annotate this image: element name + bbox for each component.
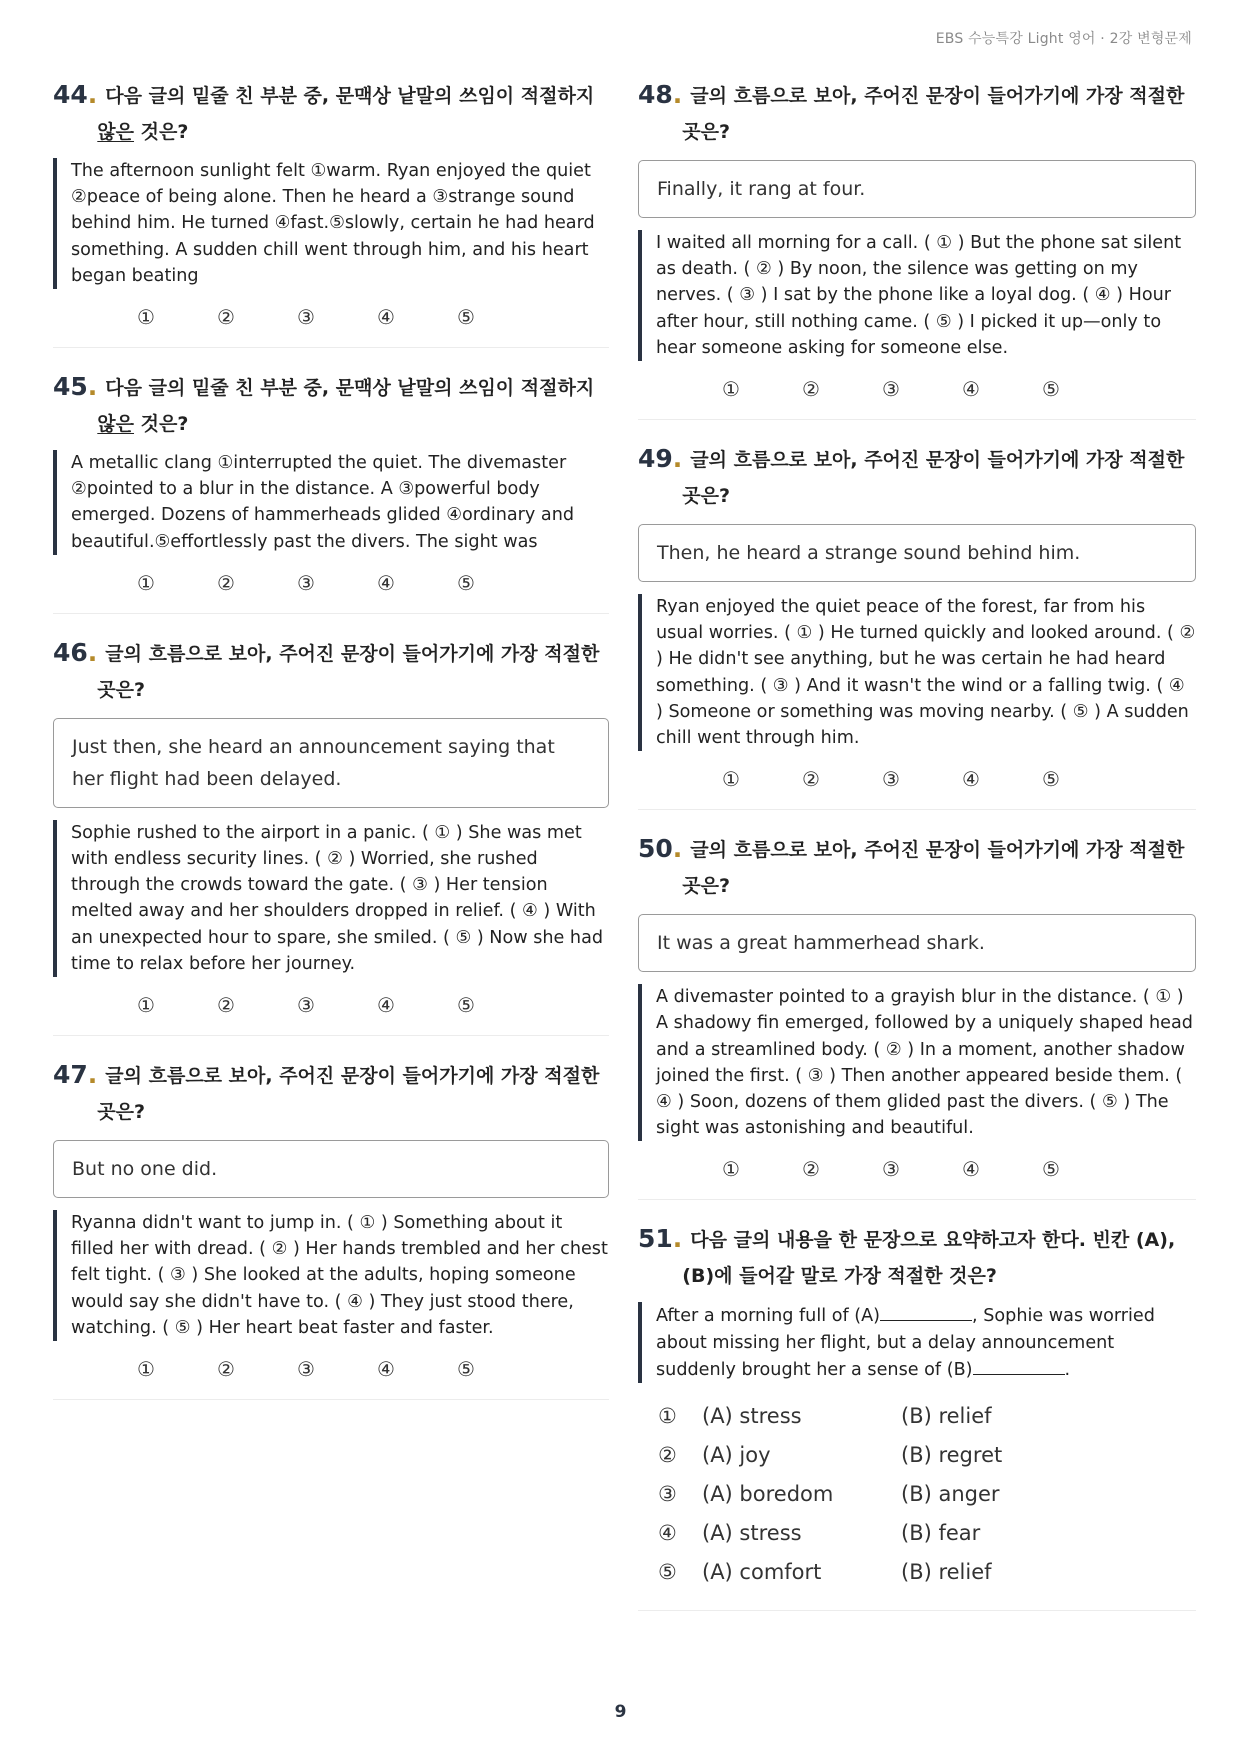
blank-b [973, 1356, 1065, 1375]
choice-3[interactable]: ③ [882, 1157, 900, 1182]
answer-choices [722, 377, 1196, 401]
question-title: 다음 글의 밑줄 친 부분 중, 문맥상 낱말의 쓰임이 적절하지 않은 것은? [97, 85, 595, 143]
choice-1[interactable]: ① [137, 993, 155, 1018]
choice-4[interactable]: ④ [377, 993, 395, 1018]
passage: Ryanna didn't want to jump in. ( ① ) Something about it filled her with dread. ( ② ) Her hands trembled and her chest felt tight. ( ③ ) She looked at the adults, hoping someone would say she didn't have to. ( ④ ) They just stood there, watching. ( ⑤ ) Her heart beat faster and faster. [53, 1210, 609, 1341]
question-number: 46. [53, 637, 98, 667]
right-column [638, 78, 1196, 1633]
choice-1[interactable]: ① [137, 1357, 155, 1382]
choice-2[interactable]: ② [802, 377, 820, 402]
passage: Sophie rushed to the airport in a panic. ( ① ) She was met with endless security lines. ( ② ) Worried, she rushed through the crowds toward the gate. ( ③ ) Her tension melted away and her shoulders dropped in relief. ( ④ ) With an unexpected hour to spare, she smiled. ( ⑤ ) Now she had time to relax before her journey. [53, 820, 609, 977]
choice-4[interactable]: ④ [377, 305, 395, 330]
choice-1[interactable]: ① [722, 377, 740, 402]
question-number: 45. [53, 372, 98, 402]
question-number: 47. [53, 1060, 98, 1090]
question-title: 다음 글의 밑줄 친 부분 중, 문맥상 낱말의 쓰임이 적절하지 않은 것은? [97, 377, 595, 436]
answer-choices [137, 993, 609, 1017]
question-46 [53, 636, 609, 1036]
question-44 [53, 78, 609, 348]
choice-2[interactable]: ② [802, 767, 820, 792]
choice-4[interactable]: ④ [377, 1357, 395, 1382]
choice-3[interactable]: ③ [297, 993, 315, 1018]
choice-1[interactable]: ① [722, 767, 740, 792]
passage: A divemaster pointed to a grayish blur in the distance. ( ① ) A shadowy fin emerged, followed by a uniquely shaped head and a streamlined body. ( ② ) In a moment, another shadow joined the first. ( ③ ) Then another appeared beside them. ( ④ ) Soon, dozens of them glided past the divers. ( ⑤ ) The sight was astonishing and beautiful. [638, 984, 1196, 1141]
question-number: 49. [638, 444, 683, 474]
question-51 [638, 1222, 1196, 1611]
answer-choices [722, 767, 1196, 791]
choice-3[interactable]: ③ [882, 377, 900, 402]
given-sentence-box: It was a great hammerhead shark. [638, 914, 1196, 972]
question-48 [638, 78, 1196, 420]
choice-2[interactable]: ② [217, 1357, 235, 1382]
choice-3[interactable]: ③ [297, 305, 315, 330]
choice-1[interactable]: ① [137, 570, 155, 595]
choice-3[interactable]: ③ [882, 767, 900, 792]
choice-5[interactable]: ⑤ [457, 993, 475, 1018]
given-sentence-box: Finally, it rang at four. [638, 160, 1196, 218]
page-header: EBS 수능특강 Light 영어 · 2강 변형문제 [935, 31, 1192, 47]
question-number: 44. [53, 80, 98, 109]
choice-3[interactable]: ③ [297, 570, 315, 595]
option-4[interactable]: ④ (A) stress (B) fear [658, 1521, 981, 1546]
choice-5[interactable]: ⑤ [457, 305, 475, 330]
choice-5[interactable]: ⑤ [457, 570, 475, 595]
question-number: 48. [638, 80, 683, 109]
option-3[interactable]: ③ (A) boredom (B) anger [658, 1482, 1000, 1507]
choice-3[interactable]: ③ [297, 1357, 315, 1382]
question-title: 글의 흐름으로 보아, 주어진 문장이 들어가기에 가장 적절한 곳은? [97, 1065, 600, 1124]
choice-4[interactable]: ④ [962, 377, 980, 402]
option-1[interactable]: ① (A) stress (B) relief [658, 1404, 992, 1429]
question-title: 글의 흐름으로 보아, 주어진 문장이 들어가기에 가장 적절한 곳은? [97, 642, 600, 701]
question-47 [53, 1058, 609, 1400]
answer-choices [137, 1357, 609, 1381]
choice-2[interactable]: ② [217, 570, 235, 595]
passage: I waited all morning for a call. ( ① ) But the phone sat silent as death. ( ② ) By noon, the silence was getting on my nerves. ( ③ ) I sat by the phone like a loyal dog. ( ④ ) Hour after hour, still nothing came. ( ⑤ ) I picked it up—only to hear someone asking for someone else. [638, 230, 1196, 361]
given-sentence-box: Then, he heard a strange sound behind him. [638, 524, 1196, 582]
given-sentence-box: But no one did. [53, 1140, 609, 1198]
choice-4[interactable]: ④ [962, 767, 980, 792]
choice-1[interactable]: ① [722, 1157, 740, 1182]
choice-5[interactable]: ⑤ [457, 1357, 475, 1382]
choice-5[interactable]: ⑤ [1042, 1157, 1060, 1182]
question-title: 글의 흐름으로 보아, 주어진 문장이 들어가기에 가장 적절한 곳은? [682, 839, 1185, 898]
passage: A metallic clang ①interrupted the quiet. The divemaster ②pointed to a blur in the distance. A ③powerful body emerged. Dozens of hammerheads glided ④ordinary and beautiful.⑤effortlessly past the divers. The sight was [53, 450, 609, 555]
question-title: 글의 흐름으로 보아, 주어진 문장이 들어가기에 가장 적절한 곳은? [682, 85, 1185, 143]
left-column [53, 78, 609, 1422]
option-list [658, 1397, 1196, 1592]
option-2[interactable]: ② (A) joy (B) regret [658, 1443, 1003, 1468]
choice-4[interactable]: ④ [962, 1157, 980, 1182]
choice-2[interactable]: ② [217, 305, 235, 330]
summary-sentence: After a morning full of (A) , Sophie was worried about missing her flight, but a delay announcement suddenly brought her a sense of (B) . [638, 1302, 1196, 1383]
choice-1[interactable]: ① [137, 305, 155, 330]
choice-2[interactable]: ② [802, 1157, 820, 1182]
question-50 [638, 832, 1196, 1200]
choice-2[interactable]: ② [217, 993, 235, 1018]
answer-choices [722, 1157, 1196, 1181]
given-sentence-box: Just then, she heard an announcement saying that her flight had been delayed. [53, 718, 609, 808]
question-45 [53, 370, 609, 614]
choice-5[interactable]: ⑤ [1042, 767, 1060, 792]
question-49 [638, 442, 1196, 810]
page-number: 9 [614, 1702, 627, 1722]
passage: Ryan enjoyed the quiet peace of the forest, far from his usual worries. ( ① ) He turned quickly and looked around. ( ② ) He didn't see anything, but he was certain he had heard something. ( ③ ) And it wasn't the wind or a falling twig. ( ④ ) Someone or something was moving nearby. ( ⑤ ) A sudden chill went through him. [638, 594, 1196, 751]
question-number: 50. [638, 834, 683, 864]
question-title: 다음 글의 내용을 한 문장으로 요약하고자 한다. 빈칸 (A), (B)에 들어갈 말로 가장 적절한 것은? [682, 1229, 1176, 1288]
answer-choices [137, 571, 609, 595]
choice-5[interactable]: ⑤ [1042, 377, 1060, 402]
passage: The afternoon sunlight felt ①warm. Ryan enjoyed the quiet ②peace of being alone. Then he heard a ③strange sound behind him. He turned ④fast.⑤slowly, certain he had heard something. A sudden chill went through him, and his heart began beating [53, 158, 609, 289]
option-5[interactable]: ⑤ (A) comfort (B) relief [658, 1560, 992, 1585]
question-title: 글의 흐름으로 보아, 주어진 문장이 들어가기에 가장 적절한 곳은? [682, 449, 1185, 508]
question-number: 51. [638, 1224, 683, 1254]
blank-a [880, 1302, 972, 1321]
choice-4[interactable]: ④ [377, 570, 395, 595]
answer-choices [137, 305, 609, 329]
